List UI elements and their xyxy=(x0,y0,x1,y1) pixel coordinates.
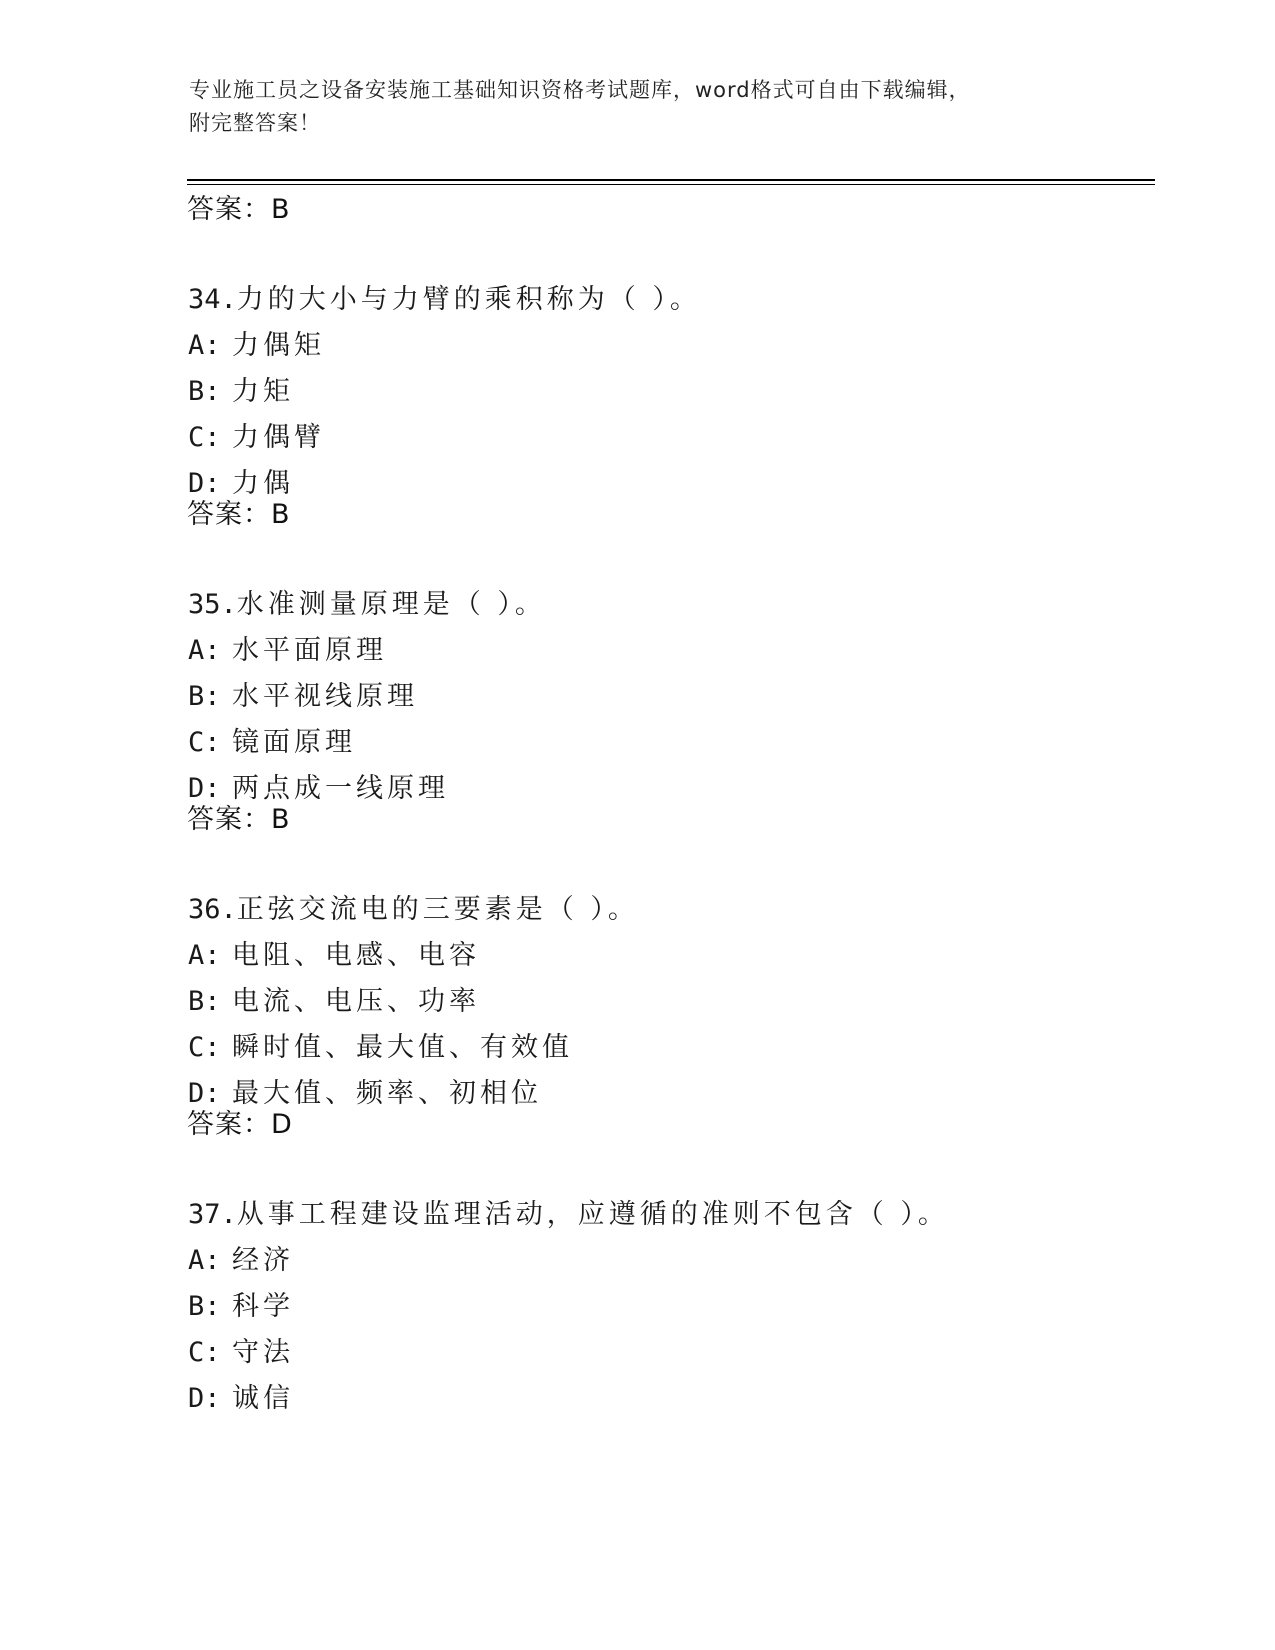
header-divider-thin xyxy=(187,184,1155,185)
header-divider-thick xyxy=(187,179,1155,181)
question-34 xyxy=(188,283,1148,501)
question-number: 34. xyxy=(188,284,237,315)
option-b: B: 水平视线原理 xyxy=(188,681,418,712)
option-c: C: 力偶臂 xyxy=(188,422,325,453)
question-stem xyxy=(188,893,1148,927)
header-line-2: 附完整答案！ xyxy=(189,111,321,135)
option-b: B: 力矩 xyxy=(188,376,294,407)
option-d: D: 最大值、频率、初相位 xyxy=(188,1078,542,1109)
option-c: C: 瞬时值、最大值、有效值 xyxy=(188,1032,573,1063)
question-stem xyxy=(188,588,1148,622)
question-text: 正弦交流电的三要素是（ ）。 xyxy=(236,894,639,925)
option-d: D: 两点成一线原理 xyxy=(188,773,449,804)
option-c: C: 守法 xyxy=(188,1337,294,1368)
question-text: 力的大小与力臂的乘积称为（ ）。 xyxy=(236,284,701,315)
answer-36: 答案：D xyxy=(187,1109,293,1140)
option-a: A: 电阻、电感、电容 xyxy=(188,940,480,971)
question-36 xyxy=(188,893,1148,1111)
header-line-1: 专业施工员之设备安装施工基础知识资格考试题库，word格式可自由下载编辑， xyxy=(189,78,971,102)
option-b: B: 电流、电压、功率 xyxy=(188,986,480,1017)
option-a: A: 经济 xyxy=(188,1245,294,1276)
option-d: D: 诚信 xyxy=(188,1383,294,1414)
question-text: 水准测量原理是（ ）。 xyxy=(236,589,546,620)
question-37 xyxy=(188,1198,1148,1416)
question-35 xyxy=(188,588,1148,806)
question-number: 37. xyxy=(188,1199,237,1230)
question-stem xyxy=(188,283,1148,317)
answer-prev-question: 答案：B xyxy=(187,194,291,225)
option-a: A: 水平面原理 xyxy=(188,635,387,666)
question-number: 36. xyxy=(188,894,237,925)
option-d: D: 力偶 xyxy=(188,468,294,499)
document-header xyxy=(189,74,1069,140)
option-a: A: 力偶矩 xyxy=(188,330,325,361)
answer-35: 答案：B xyxy=(187,804,291,835)
question-text: 从事工程建设监理活动，应遵循的准则不包含（ ）。 xyxy=(236,1199,949,1230)
question-stem xyxy=(188,1198,1148,1232)
question-number: 35. xyxy=(188,589,237,620)
option-c: C: 镜面原理 xyxy=(188,727,356,758)
answer-34: 答案：B xyxy=(187,499,291,530)
option-b: B: 科学 xyxy=(188,1291,294,1322)
